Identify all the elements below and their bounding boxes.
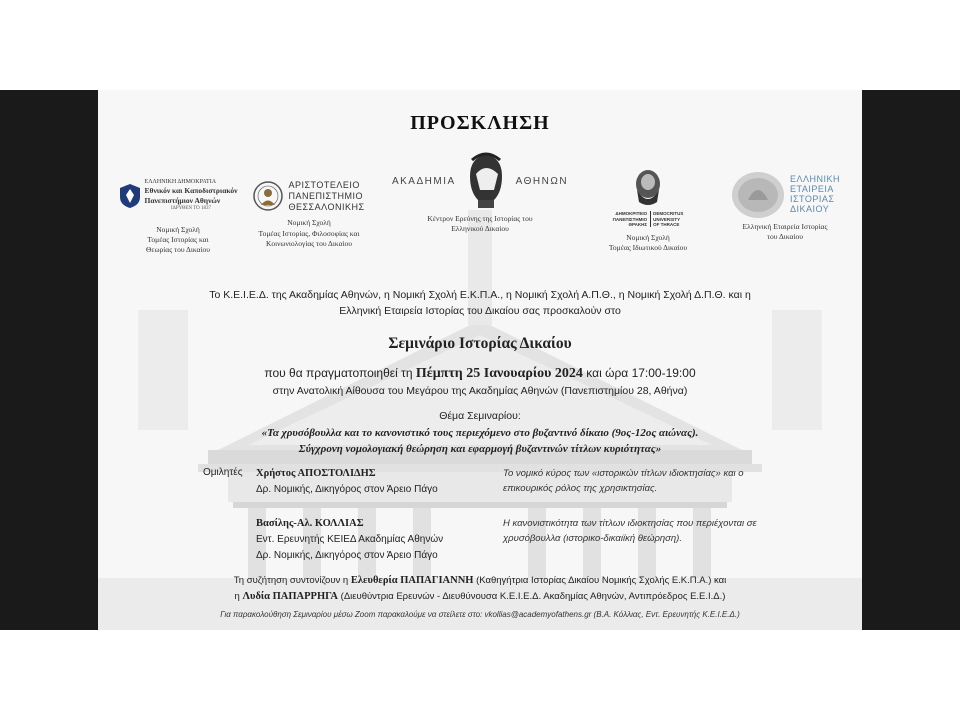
duth-gr-2: ΠΑΝΕΠΙΣΤΗΜΙΟ [612, 216, 648, 222]
speaker-2-topic-1: Η κανονιστικότητα των τίτλων ιδιοκτησίας που περιέχονται σε [503, 518, 757, 529]
duth-en-2: UNIVERSITY [653, 216, 681, 222]
democritus-head-icon [631, 168, 665, 208]
duth-dept-1: Νομική Σχολή [626, 233, 670, 243]
duth-dept-2: Τομέας Ιδιωτικού Δικαίου [608, 243, 688, 253]
mod-prefix: Τη συζήτηση συντονίζουν η [233, 575, 349, 586]
duth-en-1: DEMOCRITUS [653, 211, 684, 217]
ekpa-name-1: Εθνικόν και Καποδιστριακόν [144, 186, 238, 196]
academy-word-left: ΑΚΑΔΗΜΙΑ [391, 176, 456, 188]
speaker-2 [256, 516, 443, 563]
speaker-2-role-1: Εντ. Ερευνητής ΚΕΙΕΔ Ακαδημίας Αθηνών [256, 534, 444, 546]
seminar-title: Σεμινάριο Ιστορίας Δικαίου [388, 335, 572, 352]
duth-gr-3: ΘΡΑΚΗΣ [628, 221, 648, 227]
moderator-2-role: (Διευθύντρια Ερευνών - Διευθύνουσα Κ.Ε.Ι.Ε.Δ. Ακαδημίας Αθηνών, Αντιπρόεδρος Ε.Ε.Ι.Δ.) [340, 591, 726, 603]
speaker-1 [256, 466, 438, 498]
invitation-title: ΠΡΟΣΚΛΗΣΗ [410, 112, 550, 134]
top-margin [0, 0, 960, 90]
zoom-note: Για παρακολούθηση Σεμιναρίου μέσω Zoom παρακαλούμε να στείλετε στο: vkollias@academyofathens.gr (Β.Α. Κόλλιας, Εντ. Ερευνητής Κ.Ε.Ι.Ε.Δ.) [220, 610, 740, 619]
society-dept-2: του Δικαίου [767, 232, 803, 242]
ekpa-name-2: Πανεπιστήμιον Αθηνών [144, 196, 221, 206]
ekpa-dept-1: Νομική Σχολή [156, 225, 200, 235]
speaker-2-topic-2: χρυσόβουλλα (ιστορικο-δικαιϊκή θεώρηση). [503, 532, 682, 544]
ekpa-republic: ΕΛΛΗΝΙΚΗ ΔΗΜΟΚΡΑΤΙΑ [144, 179, 217, 185]
intro-line-2: Ελληνική Εταιρεία Ιστορίας του Δικαίου σας προσκαλούν στο [339, 304, 621, 317]
society-name-4: ΔΙΚΑΙΟΥ [789, 203, 830, 214]
moderator-1-name: Ελευθερία ΠΑΠΑΓΙΑΝΝΗ [350, 575, 474, 586]
ekpa-seal-icon [119, 183, 141, 209]
speaker-1-topic-2: επικουρικός ρόλος της χρησικτησίας. [503, 482, 658, 494]
seminar-where: στην Ανατολική Αίθουσα του Μεγάρου της Ακαδημίας Αθηνών (Πανεπιστημίου 28, Αθήνα) [272, 385, 688, 397]
society-name-2: ΕΤΑΙΡΕΙΑ [789, 184, 834, 195]
society-logo-block [720, 170, 850, 242]
mod-2-prefix: η [234, 591, 240, 603]
duth-gr-1: ΔΗΜΟΚΡΙΤΕΙΟ [615, 211, 648, 217]
speakers-label: Ομιλητές [203, 467, 243, 478]
academy-logo-block [380, 152, 580, 234]
society-name-1: ΕΛΛΗΝΙΚΗ [789, 174, 841, 185]
society-dept-1: Ελληνική Εταιρεία Ιστορίας [742, 222, 828, 231]
ekpa-logo-block [108, 178, 248, 255]
speaker-1-topic [503, 467, 823, 496]
auth-dept-2: Τομέας Ιστορίας, Φιλοσοφίας και [258, 228, 360, 238]
speaker-1-name: Χρήστος ΑΠΟΣΤΟΛΙΔΗΣ [256, 468, 376, 479]
ancient-coin-icon [730, 170, 786, 220]
moderation-text [98, 573, 862, 606]
ekpa-dept-3: Θεωρίας του Δικαίου [146, 245, 210, 255]
theme-line-2: Σύγχρονη νομολογιακή θεώρηση και εφαρμογή βυζαντινών τίτλων κυριότητας» [298, 443, 662, 455]
speaker-2-topic [503, 517, 823, 546]
speaker-2-role-2: Δρ. Νομικής, Δικηγόρος στον Άρειο Πάγο [256, 549, 438, 561]
theme-line-1: «Τα χρυσόβουλλα και το κανονιστικό τους περιεχόμενο στο βυζαντινό δίκαιο (9ος-12ος αιώνας). [261, 427, 699, 439]
speaker-2-name: Βασίλης-Αλ. ΚΟΛΛΙΑΣ [256, 518, 364, 529]
left-black-border [0, 90, 98, 630]
speaker-1-topic-1: Το νομικό κύρος των «ιστορικών τίτλων ιδιοκτησίας» και ο [503, 468, 744, 479]
when-mid: και ώρα [586, 366, 629, 380]
ekpa-since: ΙΔΡΥΘΕΝ ΤΟ 1837 [170, 206, 212, 212]
auth-name-1: ΑΡΙΣΤΟΤΕΛΕΙΟ [288, 180, 360, 190]
seminar-when [98, 366, 862, 382]
duth-logo-block [588, 168, 708, 254]
auth-name-2: ΠΑΝΕΠΙΣΤΗΜΙΟ [288, 190, 364, 201]
auth-seal-icon [253, 181, 283, 211]
speaker-1-role-1: Δρ. Νομικής, Δικηγόρος στον Άρειο Πάγο [256, 484, 438, 496]
auth-dept-1: Νομική Σχολή [287, 218, 331, 228]
society-name-3: ΙΣΤΟΡΙΑΣ [789, 194, 835, 204]
invitation-slide [98, 90, 862, 630]
auth-logo-block [240, 180, 378, 249]
ekpa-dept-2: Τομέας Ιστορίας και [147, 235, 209, 245]
academy-word-right: ΑΘΗΝΩΝ [515, 176, 569, 188]
moderator-2-name: Λυδία ΠΑΠΑΡΡΗΓΑ [242, 591, 339, 603]
academy-dept-2: Ελληνικού Δικαίου [451, 224, 509, 234]
theme-label: Θέμα Σεμιναρίου: [439, 410, 521, 422]
intro-text [158, 288, 802, 320]
duth-en-3: OF THRACE [653, 221, 680, 227]
auth-dept-3: Κοινωνιολογίας του Δικαίου [265, 238, 353, 248]
intro-line-1: Το Κ.Ε.Ι.Ε.Δ. της Ακαδημίας Αθηνών, η Νομική Σχολή Ε.Κ.Π.Α., η Νομική Σχολή Α.Π.Θ., η Νομική Σχολή Δ.Π.Θ. και η [209, 289, 751, 301]
when-time: 17:00-19:00 [631, 366, 696, 380]
athena-head-icon [464, 152, 508, 212]
moderator-1-role: (Καθηγήτρια Ιστορίας Δικαίου Νομικής Σχολής Ε.Κ.Π.Α.) και [476, 575, 727, 586]
academy-dept-1: Κέντρον Ερεύνης της Ιστορίας του [427, 214, 533, 223]
right-black-border [862, 90, 960, 630]
when-prefix: που θα πραγματοποιηθεί τη [264, 366, 413, 380]
auth-name-3: ΘΕΣΣΑΛΟΝΙΚΗΣ [288, 201, 365, 212]
when-date: Πέμπτη 25 Ιανουαρίου 2024 [415, 366, 583, 381]
